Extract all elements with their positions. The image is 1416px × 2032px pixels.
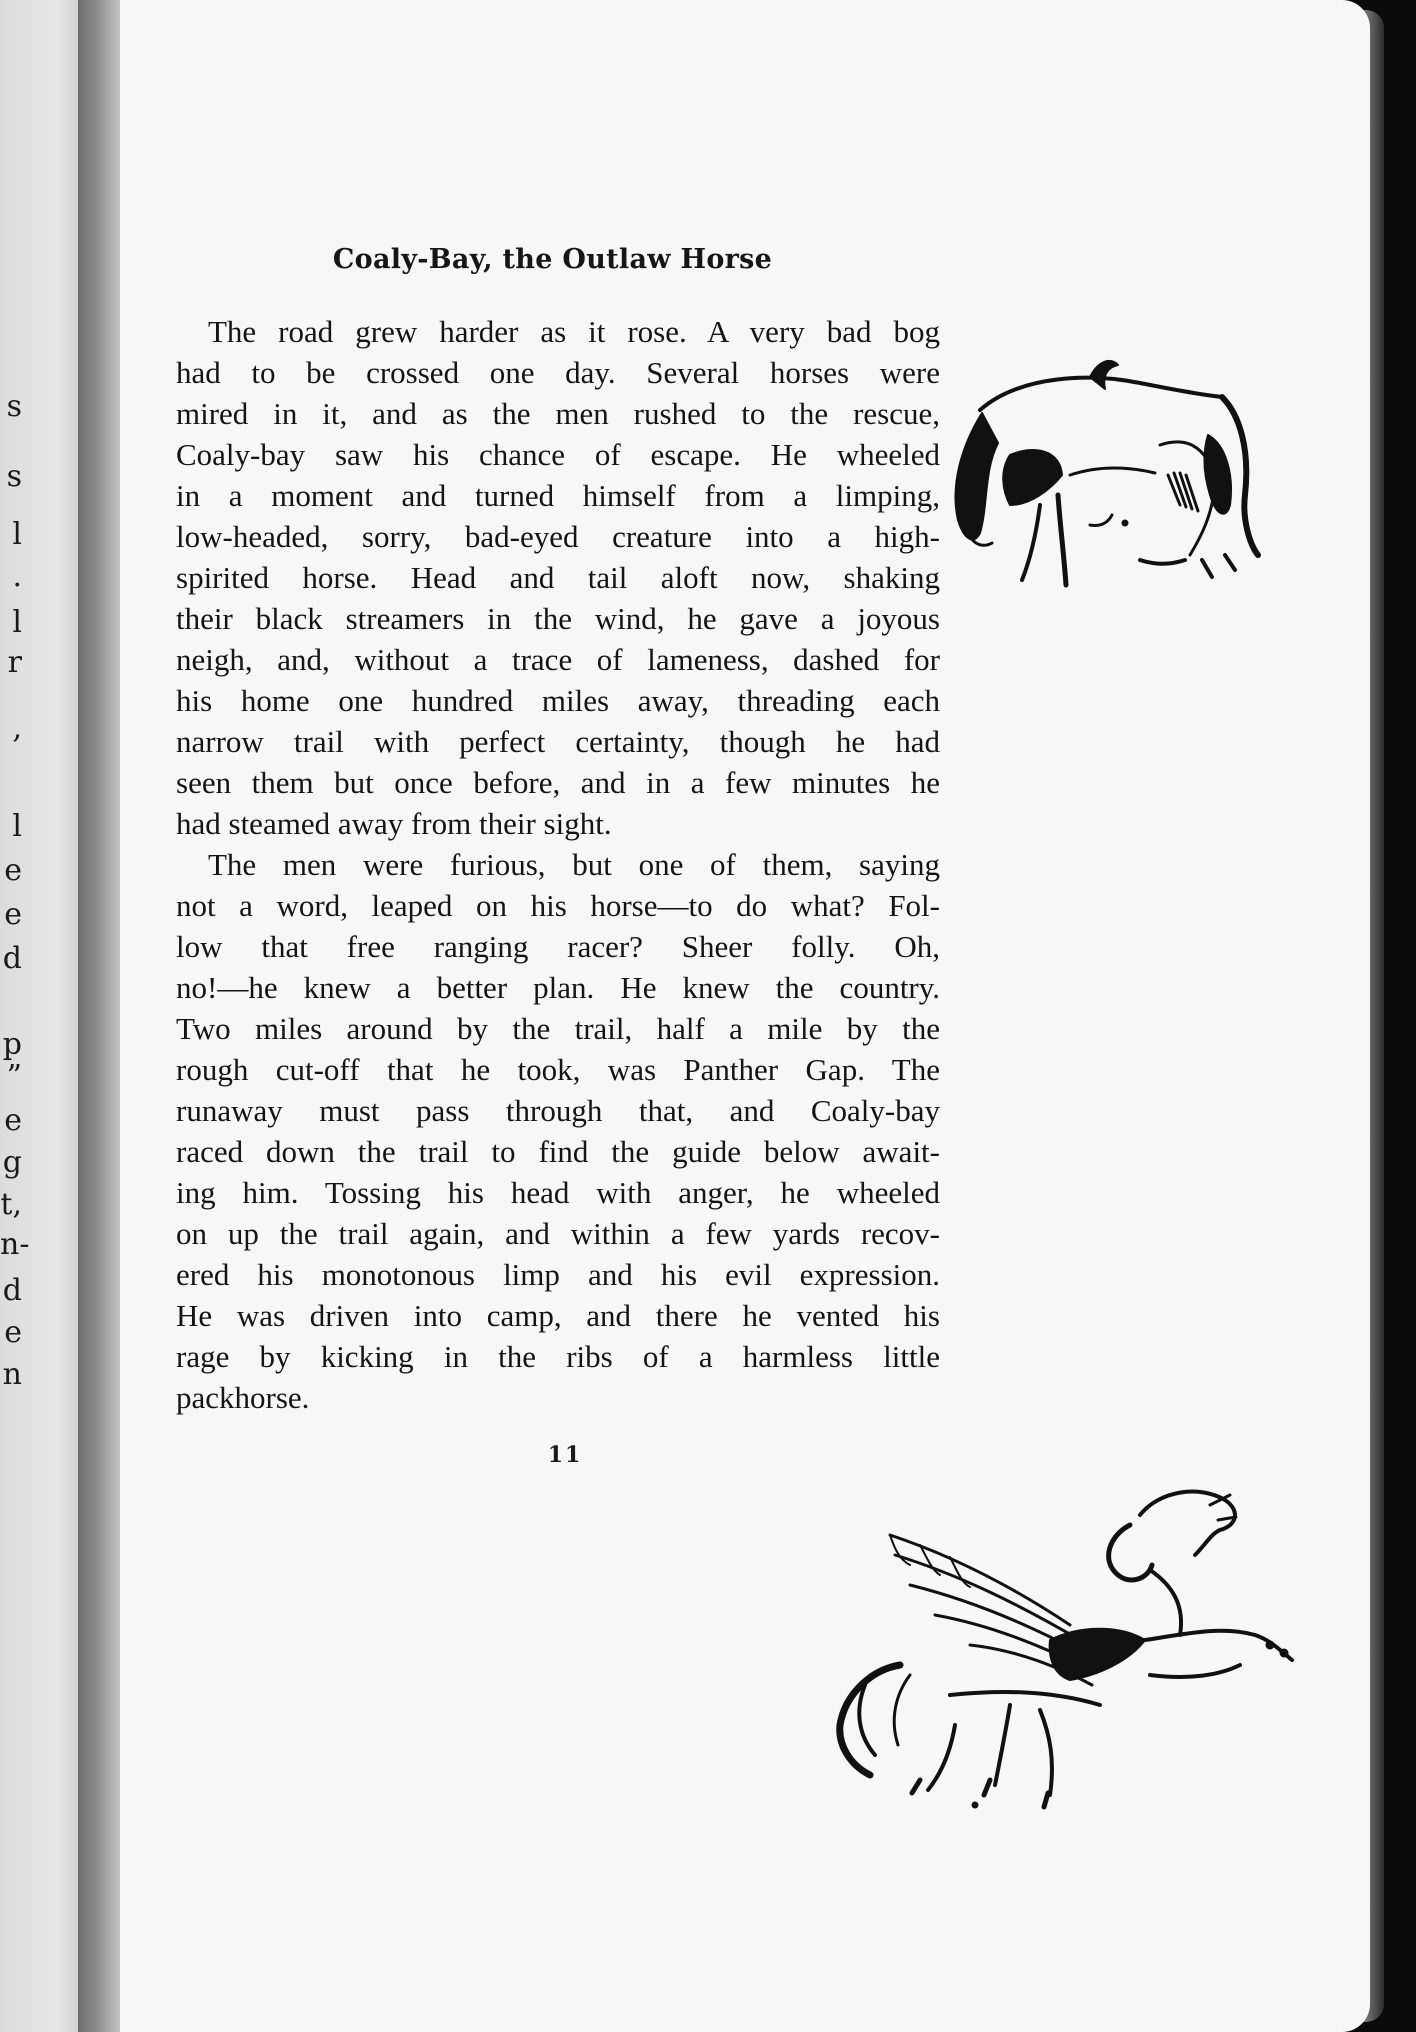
left-page-glyph: l [12, 605, 22, 640]
text-line: raced down the trail to find the guide below await- [176, 1134, 940, 1169]
text-line: had to be crossed one day. Several horses were [176, 355, 940, 390]
horse-grazing-drawing [940, 355, 1265, 600]
previous-page-edge [0, 0, 82, 2032]
left-page-glyph: . [12, 559, 22, 594]
text-line: neigh, and, without a trace of lameness, dashed for [176, 642, 940, 677]
text-line: rough cut-off that he took, was Panther Gap. The [176, 1052, 940, 1087]
left-page-glyph: e [4, 853, 22, 888]
text-line: on up the trail again, and within a few yards recov- [176, 1216, 940, 1251]
winged-horse-drawing [800, 1475, 1315, 1840]
left-page-glyph: n- [0, 1227, 30, 1262]
text-line: The road grew harder as it rose. A very bad bog [208, 314, 940, 349]
horse-grazing-icon [940, 355, 1265, 600]
left-page-glyph: l [12, 517, 22, 552]
text-line: mired in it, and as the men rushed to the rescue, [176, 396, 940, 431]
left-page-glyph: , [12, 711, 22, 746]
text-line: narrow trail with perfect certainty, though he had [176, 724, 940, 759]
left-page-glyph: e [4, 897, 22, 932]
text-line: low that free ranging racer? Sheer folly. Oh, [176, 929, 940, 964]
left-page-glyph: t, [0, 1187, 22, 1222]
text-line: their black streamers in the wind, he gave a joyous [176, 601, 940, 636]
page-number: 11 [547, 1442, 583, 1468]
text-line: ered his monotonous limp and his evil expression. [176, 1257, 940, 1292]
text-line: The men were furious, but one of them, saying [208, 847, 940, 882]
text-line: He was driven into camp, and there he vented his [176, 1298, 940, 1333]
text-line: in a moment and turned himself from a limping, [176, 478, 940, 513]
text-line: ing him. Tossing his head with anger, he wheeled [176, 1175, 940, 1210]
left-page-glyph: s [6, 389, 22, 424]
left-page-glyph: ” [6, 1059, 22, 1094]
left-page-glyph: d [2, 1273, 22, 1308]
left-page-glyph: e [4, 1315, 22, 1350]
text-line: rage by kicking in the ribs of a harmless little [176, 1339, 940, 1374]
left-page-glyph: l [12, 809, 22, 844]
text-line: spirited horse. Head and tail aloft now, shaking [176, 560, 940, 595]
text-line: no!—he knew a better plan. He knew the country. [176, 970, 940, 1005]
chapter-heading: Coaly-Bay, the Outlaw Horse [332, 244, 773, 275]
winged-horse-icon [800, 1475, 1315, 1840]
text-line: his home one hundred miles away, threading each [176, 683, 940, 718]
text-line: seen them but once before, and in a few minutes he [176, 765, 940, 800]
left-page-glyph: r [7, 645, 22, 680]
left-page-glyph: d [2, 941, 22, 976]
left-page-glyph: p [2, 1027, 22, 1062]
left-page-glyph: e [4, 1103, 22, 1138]
text-line: low-headed, sorry, bad-eyed creature into a high- [176, 519, 940, 554]
text-line: had steamed away from their sight. [176, 806, 612, 841]
left-page-glyph: s [6, 459, 22, 494]
text-line: Coaly-bay saw his chance of escape. He wheeled [176, 437, 940, 472]
text-line: not a word, leaped on his horse—to do what? Fol- [176, 888, 940, 923]
text-line: runaway must pass through that, and Coaly-bay [176, 1093, 940, 1128]
left-page-glyph: n [2, 1357, 22, 1392]
left-page-glyph: g [2, 1145, 22, 1180]
text-line: Two miles around by the trail, half a mile by the [176, 1011, 940, 1046]
text-line: packhorse. [176, 1380, 310, 1415]
